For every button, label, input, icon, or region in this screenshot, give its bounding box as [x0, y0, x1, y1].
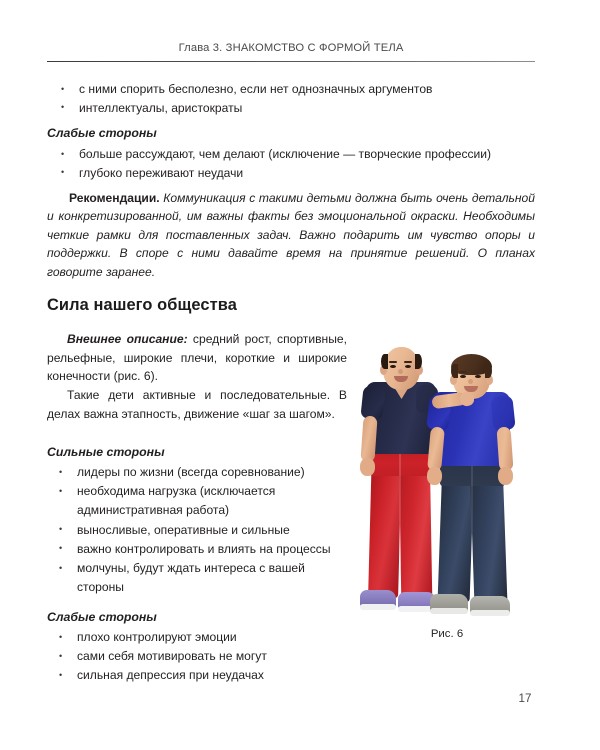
continued-bullet-list-block: [47, 80, 535, 117]
top-weaknesses-block: [47, 124, 535, 182]
continued-bullet-list: [47, 80, 535, 117]
strengths-heading: Сильные стороны: [47, 445, 165, 459]
strengths-list: [47, 463, 347, 597]
left-boy-hair-side-left: [381, 354, 388, 369]
right-boy-jeans-crease: [471, 458, 473, 573]
figure-photo-two-boys: [352, 342, 542, 614]
right-boy-right-shoe-sole: [470, 610, 510, 616]
recommendation-label: Рекомендации.: [69, 191, 160, 205]
right-boy: [420, 354, 532, 616]
right-boy-right-brow: [474, 371, 482, 373]
left-boy-right-brow: [404, 361, 412, 363]
right-boy-nose: [468, 379, 473, 384]
left-boy-pants-crease: [399, 446, 401, 566]
right-boy-hair-side-left: [451, 364, 458, 378]
top-weaknesses-list: [47, 145, 535, 182]
list-item: • выносливые, оперативные и сильные: [47, 521, 347, 540]
appearance-term: Внешнее описание:: [67, 332, 188, 346]
list-item: • важно контролировать и влиять на процессы: [47, 540, 347, 559]
left-boy-left-sleeve: [360, 385, 385, 420]
strengths-block: [47, 443, 347, 597]
appearance-text: средний рост, спортивные, рельефные, широкие плечи, короткие и широкие конечности (рис. 6).: [47, 332, 347, 384]
list-item: • сами себя мотивировать не могут: [47, 647, 347, 666]
list-item: • больше рассуждают, чем делают (исключение — творческие профессии): [47, 145, 535, 164]
header-divider: [47, 61, 535, 62]
running-head: Глава 3. ЗНАКОМСТВО С ФОРМОЙ ТЕЛА: [178, 42, 404, 54]
right-boy-left-brow: [459, 371, 467, 373]
weaknesses-block: [47, 608, 347, 686]
right-boy-right-sleeve: [490, 395, 515, 431]
list-item: • молчуны, будут ждать интереса с вашей стороны: [47, 559, 347, 597]
left-boy-left-shoe-sole: [360, 604, 396, 610]
top-weaknesses-heading: Слабые стороны: [47, 126, 157, 140]
appearance-paragraph: [47, 330, 347, 386]
recommendation-paragraph: [47, 189, 535, 281]
list-item: • лидеры по жизни (всегда соревнование): [47, 463, 347, 482]
list-item: • глубоко переживают неудачи: [47, 164, 535, 183]
page-number: 17: [518, 692, 532, 705]
list-item: • сильная депрессия при неудачах: [47, 666, 347, 685]
list-item: • интеллектуалы, аристократы: [47, 99, 535, 118]
right-boy-right-arm: [496, 427, 513, 472]
right-boy-left-hand: [427, 467, 442, 485]
right-boy-hair-side-right: [485, 364, 492, 378]
right-boy-right-hand: [498, 467, 513, 485]
behaviour-paragraph: Такие дети активные и последовательные. В делах важна этапность, движение «шаг за шагом».: [47, 388, 347, 421]
weaknesses-heading: Слабые стороны: [47, 610, 157, 624]
figure-caption: Рис. 6: [430, 628, 464, 640]
weaknesses-list: [47, 628, 347, 686]
left-boy-nose: [398, 369, 403, 374]
list-item: • необходима нагрузка (исключается административная работа): [47, 482, 347, 520]
left-boy-left-brow: [389, 361, 397, 363]
left-boy-left-hand: [360, 458, 375, 476]
list-item: • с ними спорить бесполезно, если нет однозначных аргументов: [47, 80, 535, 99]
right-boy-left-shoe-sole: [430, 608, 468, 614]
list-item: • плохо контролируют эмоции: [47, 628, 347, 647]
section-title: Сила нашего общества: [47, 296, 237, 314]
photo-canvas: [352, 342, 542, 614]
recommendation-text: Коммуникация с такими детьми должна быть очень детальной и конкретизированной, им важны факты без эмоциональной окраски. Необходимы четкие рамки для поставленных задач. Важно подарить им чувство опоры и поддержки. В споре с ними давайте время на принятие решений. О планах говорите заранее.: [47, 191, 535, 279]
